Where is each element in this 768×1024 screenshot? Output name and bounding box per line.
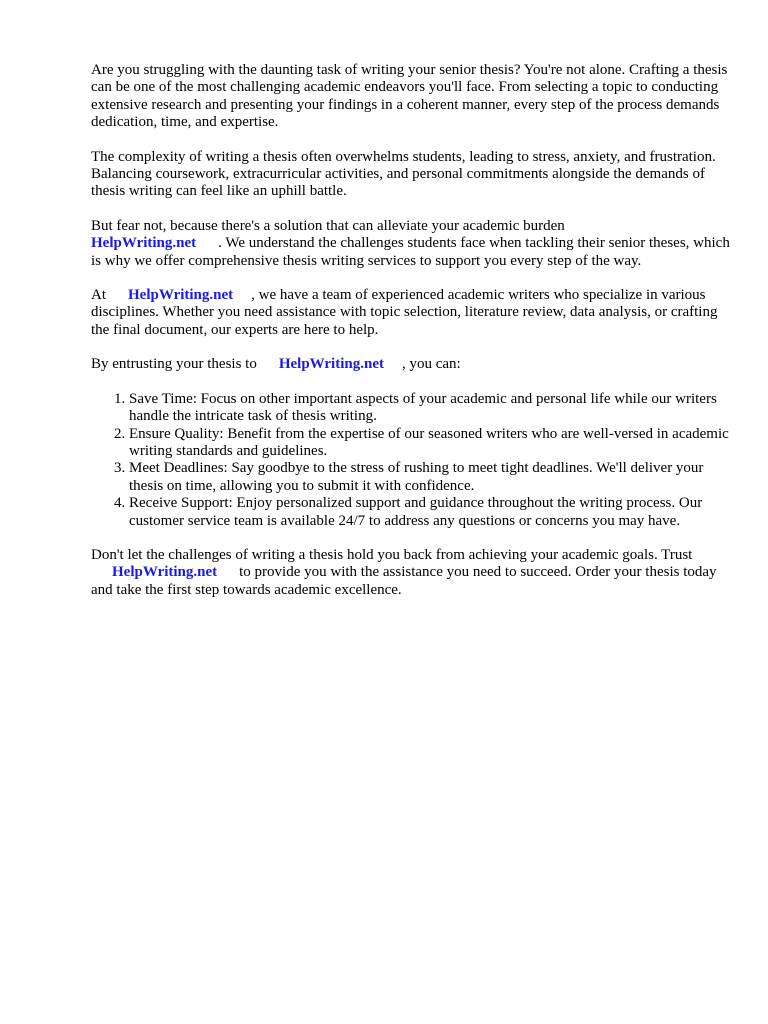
paragraph-team: [91, 287, 731, 339]
paragraph-team-text-end: , we have a team of experienced academic writers who specialize in various disciplines. Whether you need assistance with topic selection, literature review, data analysis, or crafting the final document, our experts are here to help.: [91, 287, 718, 338]
list-item: 1. Save Time: Focus on other important aspects of your academic and personal life while our writers handle the intricate task of thesis writing.: [129, 391, 731, 426]
list-item: 3. Meet Deadlines: Say goodbye to the stress of rushing to meet tight deadlines. We'll deliver your thesis on time, allowing you to submit it with confidence.: [129, 460, 731, 495]
paragraph-team-text-start: At: [91, 287, 106, 304]
list-item: 4. Receive Support: Enjoy personalized support and guidance throughout the writing process. Our customer service team is available 24/7 to address any questions or concerns you may have.: [129, 495, 731, 530]
paragraph-closing-text-start: Don't let the challenges of writing a thesis hold you back from achieving your academic goals. Trust: [91, 546, 693, 563]
paragraph-closing: [91, 547, 731, 599]
helpwriting-link-3[interactable]: HelpWriting.net: [278, 356, 384, 373]
paragraph-entrust-text-end: , you can:: [401, 356, 461, 373]
list-item: 2. Ensure Quality: Benefit from the expertise of our seasoned writers who are well-versed in academic writing standards and guidelines.: [129, 426, 731, 461]
document-body: [91, 62, 731, 616]
paragraph-solution: [91, 218, 731, 270]
paragraph-intro: Are you struggling with the daunting task of writing your senior thesis? You're not alone. Crafting a thesis can be one of the most challenging academic endeavors you'll face. From selecting a topic to conducting extensive research and presenting your findings in a coherent manner, every step of the process demands dedication, time, and expertise.: [91, 62, 728, 131]
paragraph-complexity: The complexity of writing a thesis often overwhelms students, leading to stress, anxiety, and frustration. Balancing coursework, extracurricular activities, and personal commitments alongside the demands of thesis writing can feel like an uphill battle.: [91, 148, 716, 200]
benefits-list: [91, 391, 731, 530]
paragraph-solution-text-end: . We understand the challenges students face when tackling their senior theses, which is why we offer comprehensive thesis writing services to support you every step of the way.: [91, 235, 730, 269]
helpwriting-link-4[interactable]: HelpWriting.net: [112, 564, 218, 581]
paragraph-solution-text-start: But fear not, because there's a solution that can alleviate your academic burden: [91, 217, 565, 234]
paragraph-entrust: [91, 356, 731, 373]
helpwriting-link-2[interactable]: HelpWriting.net: [128, 287, 234, 304]
paragraph-entrust-text-start: By entrusting your thesis to: [91, 356, 257, 373]
paragraph-closing-text-end: to provide you with the assistance you need to succeed. Order your thesis today and take the first step towards academic excellence.: [91, 564, 717, 598]
helpwriting-link-1[interactable]: HelpWriting.net: [91, 235, 197, 252]
